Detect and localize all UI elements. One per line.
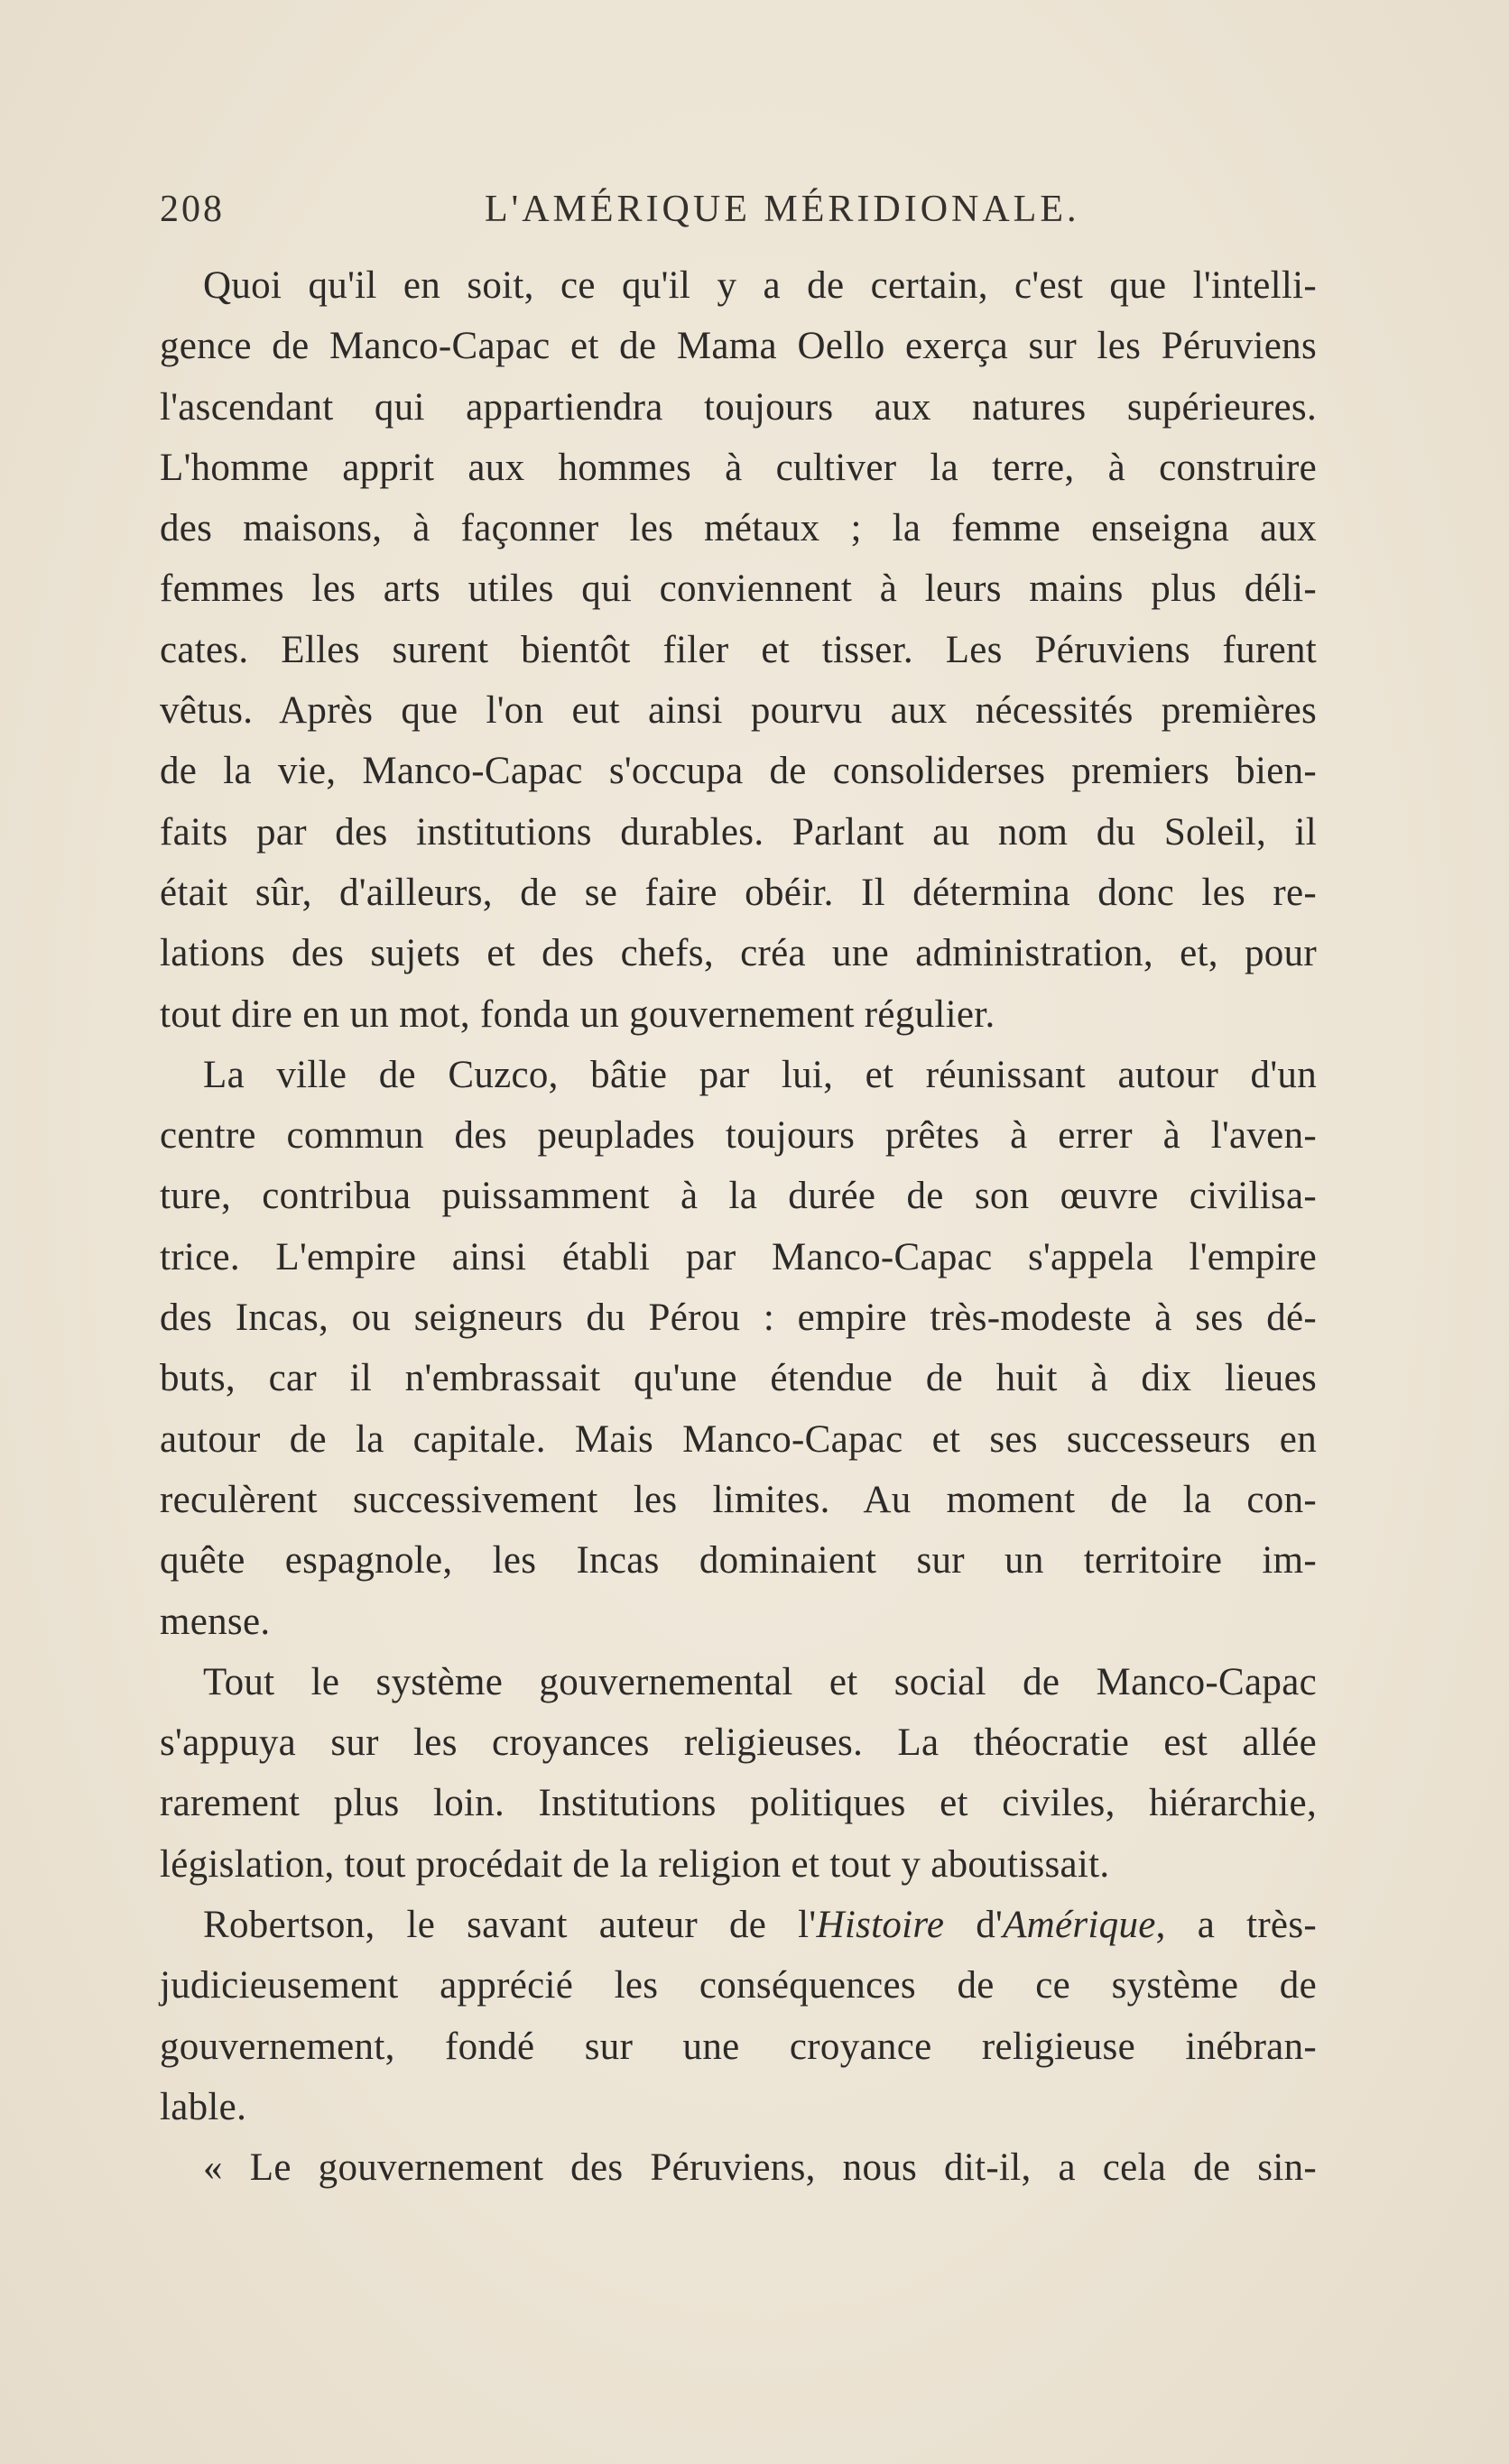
text-line: des maisons, à façonner les métaux ; la femme enseigna aux — [160, 507, 1317, 550]
text-line: judicieusement apprécié les conséquences de ce système de — [160, 1964, 1317, 2007]
text-fragment: d' — [944, 1904, 1004, 1947]
text-line: lable. — [160, 2085, 247, 2128]
text-line: était sûr, d'ailleurs, de se faire obéir. Il détermina donc les re- — [160, 871, 1317, 914]
text-line: reculèrent successivement les limites. Au moment de la con- — [160, 1478, 1317, 1521]
text-line: gouvernement, fondé sur une croyance religieuse inébran- — [160, 2025, 1317, 2068]
text-line: Tout le système gouvernemental et social de Manco-Capac — [203, 1660, 1317, 1703]
text-line: « Le gouvernement des Péruviens, nous dit-il, a cela de sin- — [203, 2146, 1317, 2190]
body-text — [160, 255, 1317, 2199]
paragraph-3 — [160, 1652, 1317, 1895]
text-line: quête espagnole, les Incas dominaient sur un territoire im- — [160, 1539, 1317, 1583]
text-line: faits par des institutions durables. Parlant au nom du Soleil, il — [160, 810, 1317, 854]
text-line: de la vie, Manco-Capac s'occupa de consoliderses premiers bien- — [160, 750, 1317, 793]
text-line: gence de Manco-Capac et de Mama Oello exerça sur les Péruviens — [160, 325, 1317, 368]
text-line: trice. L'empire ainsi établi par Manco-Capac s'appela l'empire — [160, 1235, 1317, 1278]
text-line: l'ascendant qui appartiendra toujours aux natures supérieures. — [160, 385, 1317, 429]
paragraph-1 — [160, 255, 1317, 1045]
text-line: L'homme apprit aux hommes à cultiver la terre, à construire — [160, 446, 1317, 489]
page-header — [160, 188, 1317, 242]
running-title: L'AMÉRIQUE MÉRIDIONALE. — [485, 189, 1080, 230]
text-line: La ville de Cuzco, bâtie par lui, et réunissant autour d'un — [203, 1053, 1317, 1096]
text-fragment: Robertson, le savant auteur de l' — [203, 1904, 817, 1947]
text-line: s'appuya sur les croyances religieuses. La théocratie est allée — [160, 1721, 1317, 1765]
paragraph-5 — [160, 2137, 1317, 2198]
book-title-word: Amérique — [1003, 1904, 1156, 1947]
text-line: des Incas, ou seigneurs du Pérou : empire très-modeste à ses dé- — [160, 1297, 1317, 1340]
text-line: centre commun des peuplades toujours prêtes à errer à l'aven- — [160, 1114, 1317, 1158]
page-number: 208 — [160, 189, 225, 230]
text-line: législation, tout procédait de la religion et tout y aboutissait. — [160, 1842, 1110, 1886]
text-line: autour de la capitale. Mais Manco-Capac et ses successeurs en — [160, 1417, 1317, 1461]
text-line — [160, 1895, 1317, 1955]
text-line: buts, car il n'embrassait qu'une étendue de huit à dix lieues — [160, 1357, 1317, 1400]
paragraph-2 — [160, 1045, 1317, 1652]
text-line: mense. — [160, 1600, 271, 1643]
text-line: cates. Elles surent bientôt filer et tisser. Les Péruviens furent — [160, 628, 1317, 671]
text-line: tout dire en un mot, fonda un gouvernement régulier. — [160, 992, 995, 1036]
text-line: Quoi qu'il en soit, ce qu'il y a de certain, c'est que l'intelli- — [203, 264, 1317, 307]
paragraph-4 — [160, 1895, 1317, 2137]
text-line: ture, contribua puissamment à la durée de son œuvre civilisa- — [160, 1175, 1317, 1218]
book-title-word: Histoire — [816, 1904, 945, 1947]
text-line: femmes les arts utiles qui conviennent à leurs mains plus déli- — [160, 568, 1317, 611]
text-line: vêtus. Après que l'on eut ainsi pourvu aux nécessités premières — [160, 689, 1317, 733]
text-line: lations des sujets et des chefs, créa une administration, et, pour — [160, 932, 1317, 975]
text-line: rarement plus loin. Institutions politiques et civiles, hiérarchie, — [160, 1782, 1317, 1825]
text-fragment: , a très- — [1155, 1904, 1317, 1947]
